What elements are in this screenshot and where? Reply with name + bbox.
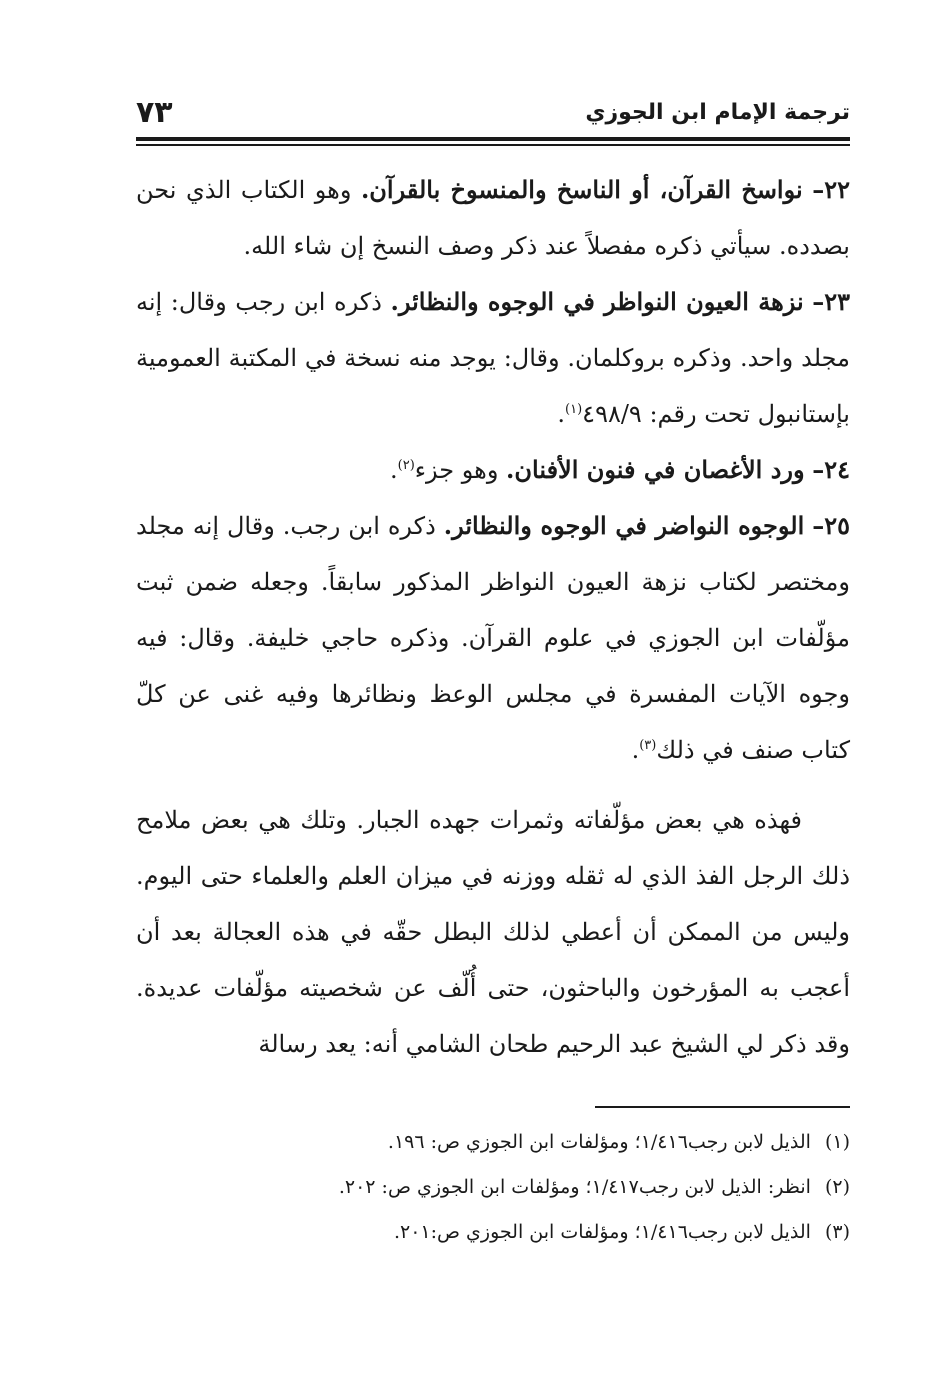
footnote-item <box>136 1210 850 1255</box>
footnote-separator <box>595 1106 850 1108</box>
entry-text: ذكره ابن رجب. وقال إنه مجلد ومختصر لكتاب نزهة العيون النواظر المذكور سابقاً. وجعله ضمن ثبت مؤلّفات ابن الجوزي في علوم القرآن. وذكره حاجي خليفة. وقال: فيه وجوه الآيات المفسرة في مجلس الوعظ ونظائرها وفيه غنى عن كلّ كتاب صنف في ذلك <box>136 512 850 764</box>
running-head <box>136 92 850 132</box>
entry-title: نزهة العيون النواظر في الوجوه والنظائر. <box>390 287 804 316</box>
header-rule-thick <box>136 137 850 141</box>
entry-text: وهو جزء <box>414 456 499 484</box>
entry-title: نواسخ القرآن، أو الناسخ والمنسوخ بالقرآن. <box>360 175 803 204</box>
entry-number: ٢٥– <box>812 511 851 540</box>
entry-end-punct: . <box>631 736 640 764</box>
entry-22 <box>136 162 850 274</box>
footnote-marker: (١) <box>824 1131 850 1153</box>
footnote-ref[interactable]: (٣) <box>639 738 657 753</box>
footnote-marker: (٣) <box>824 1221 850 1243</box>
footnote-item <box>136 1120 850 1165</box>
entry-end-punct: . <box>389 456 398 484</box>
entry-title: الوجوه النواضر في الوجوه والنظائر. <box>443 511 805 540</box>
footnote-marker: (٢) <box>824 1176 850 1198</box>
footnote-item <box>136 1165 850 1210</box>
entry-number: ٢٢– <box>812 175 850 204</box>
book-title: ترجمة الإمام ابن الجوزي <box>585 100 850 125</box>
entry-25 <box>136 498 850 778</box>
entry-text: ذكره ابن رجب وقال: إنه مجلد واحد. وذكره بروكلمان. وقال: يوجد منه نسخة في المكتبة العمومية بإستانبول تحت رقم: ٤٩٨/٩ <box>136 288 850 428</box>
page-number: ٧٣ <box>136 95 173 130</box>
entry-24 <box>136 442 850 498</box>
footnote-text: الذيل لابن رجب١/٤١٦؛ ومؤلفات ابن الجوزي ص:٢٠١. <box>393 1221 811 1243</box>
footnote-ref[interactable]: (١) <box>565 402 583 417</box>
main-text <box>136 162 850 1072</box>
footnotes <box>136 1120 850 1255</box>
header-rule-thin <box>136 144 850 146</box>
footnote-text: انظر: الذيل لابن رجب١/٤١٧؛ ومؤلفات ابن الجوزي ص: ٢٠٢. <box>338 1176 811 1198</box>
entry-number: ٢٤– <box>812 455 850 484</box>
entry-23 <box>136 274 850 442</box>
footnote-text: الذيل لابن رجب١/٤١٦؛ ومؤلفات ابن الجوزي ص: ١٩٦. <box>387 1131 811 1153</box>
footnote-ref[interactable]: (٢) <box>397 458 415 473</box>
entry-number: ٢٣– <box>812 287 851 316</box>
closing-paragraph: فهذه هي بعض مؤلّفاته وثمرات جهده الجبار. وتلك هي بعض ملامح ذلك الرجل الفذ الذي له ثقله ووزنه في ميزان العلم والعلماء حتى اليوم. وليس من الممكن أن أعطي لذلك البطل حقّه في هذه العجالة بعد أن أعجب به المؤرخون والباحثون، حتى أُلّف عن شخصيته مؤلّفات عديدة. وقد ذكر لي الشيخ عبد الرحيم طحان الشامي أنه: يعد رسالة <box>136 806 850 1058</box>
entry-text: وهو الكتاب الذي نحن بصدده. سيأتي ذكره مفصلاً عند ذكر وصف النسخ إن شاء الله. <box>136 176 850 260</box>
entry-title: ورد الأغصان في فنون الأفنان. <box>506 455 805 484</box>
entry-end-punct: . <box>557 400 566 428</box>
